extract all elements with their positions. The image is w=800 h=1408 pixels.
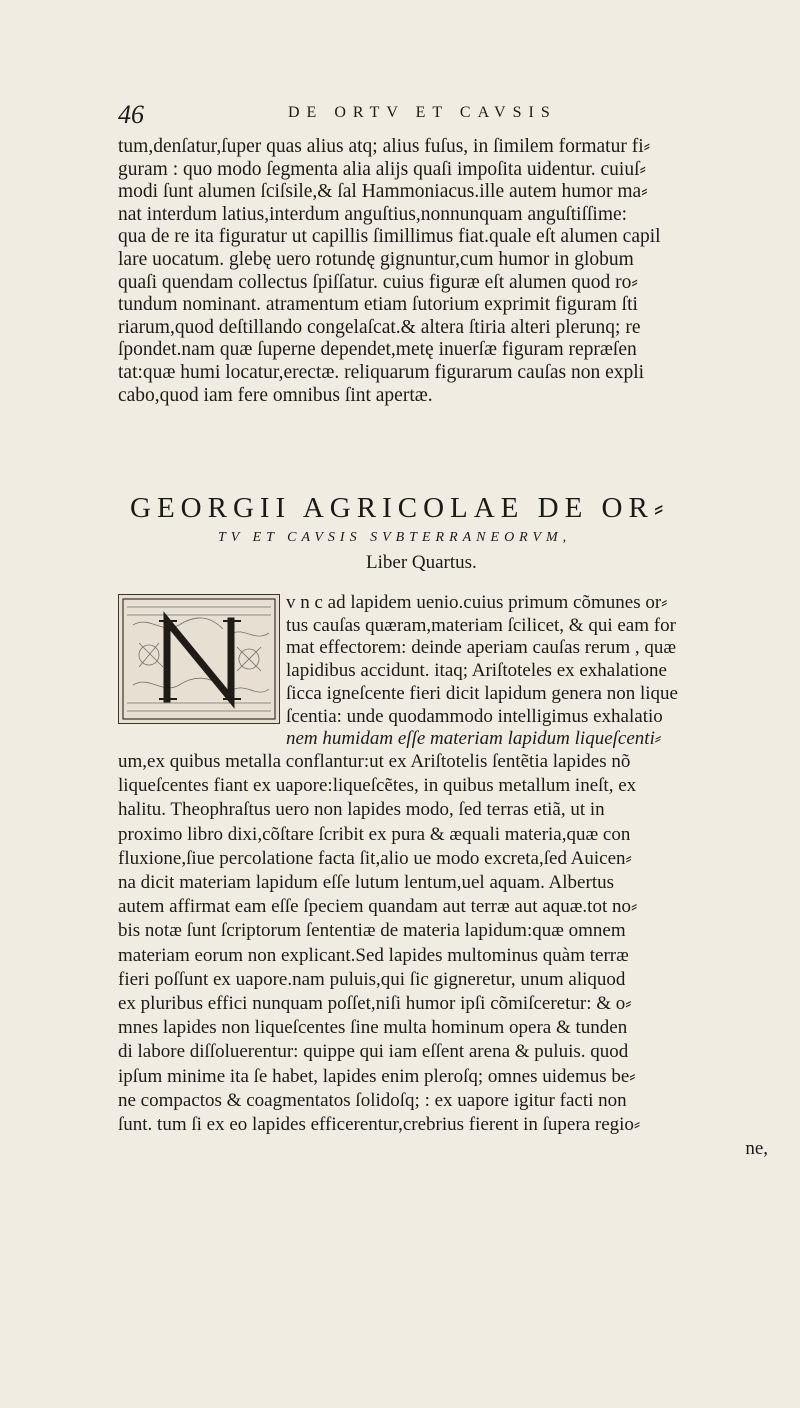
running-title: DE ORTV ET CAVSIS (288, 104, 557, 121)
text-line: materiam eorum non explicant.Sed lapides multominus quàm terræ (118, 944, 629, 966)
text-line: ipſum minime ita ſe habet, lapides enim pleroſq; omnes uidemus be⸗ (118, 1065, 636, 1087)
text-line: lare uocatum. glebę uero rotundę gignuntur,cum humor in globum (118, 248, 634, 270)
text-line: ſicca igneſcente fieri dicit lapidum genera non lique (286, 682, 678, 704)
text-line: riarum,quod deſtillando congelaſcat.& altera ſtiria alteri plerunq; re (118, 316, 641, 338)
opening-paragraph (286, 592, 776, 751)
page-number: 46 (118, 100, 144, 129)
text-line: nat interdum latius,interdum anguſtius,nonnunquam anguſtiſſime: (118, 203, 628, 225)
text-line: cabo,quod iam fere omnibus ſint apertæ. (118, 384, 433, 406)
catchword: ne, (745, 1138, 768, 1160)
book-title: GEORGII AGRICOLAE DE OR⸗ (130, 492, 670, 524)
body-paragraph (118, 750, 768, 1161)
text-line: v n c ad lapidem uenio.cuius primum cõmunes or⸗ (286, 592, 668, 613)
text-line: proximo libro dixi,cõſtare ſcribit ex pura & æquali materia,quæ con (118, 823, 631, 845)
text-line: tat:quæ humi locatur,erectæ. reliquarum figurarum cauſas non expli (118, 361, 645, 383)
text-line: quaſi quendam collectus ſpiſſatur. cuius figuræ eſt alumen quod ro⸗ (118, 271, 638, 293)
text-line: fieri poſſunt ex uapore.nam puluis,qui ſic gigneretur, unum aliquod (118, 968, 626, 990)
text-line: ne compactos & coagmentatos ſolidoſq; : ex uapore igitur facti non (118, 1089, 627, 1111)
text-line: qua de re ita figuratur ut capillis ſimillimus fiat.quale eſt alumen capil (118, 226, 661, 248)
text-line: mat effectorem: deinde aperiam cauſas rerum , quæ (286, 637, 677, 659)
text-line: bis notæ ſunt ſcriptorum ſententiæ de materia lapidum:quæ omnem (118, 920, 626, 942)
text-line: ſcentia: unde quodammodo intelligimus exhalatio (286, 705, 663, 727)
decorated-initial-icon (118, 594, 280, 724)
text-line: autem affirmat eam eſſe ſpeciem quandam aut terræ aut aquæ.tot no⸗ (118, 896, 638, 918)
book-subtitle: TV ET CAVSIS SVBTERRANEORVM, (218, 530, 572, 545)
text-line: mnes lapides non liqueſcentes ſine multa hominum opera & tunden (118, 1017, 628, 1039)
text-line: guram : quo modo ſegmenta alia alijs quaſi impoſita uidentur. cuiuſ⸗ (118, 158, 647, 180)
text-line: ſpondet.nam quæ ſuperne dependet,metę inuerſæ figuram repræſen (118, 339, 637, 361)
text-line: ſunt. tum ſi ex eo lapides efficerentur,crebrius fierent in ſupera regio⸗ (118, 1114, 641, 1136)
text-line: tum,denſatur,ſuper quas alius atq; alius fuſus, in ſimilem formatur fi⸗ (118, 136, 651, 157)
text-line: fluxione,ſiue percolatione facta ſit,alio ue modo excreta,ſed Auicen⸗ (118, 847, 632, 869)
text-line: um,ex quibus metalla conflantur:ut ex Ariſtotelis ſentẽtia lapides nõ (118, 751, 631, 772)
text-line: modi ſunt alumen ſciſsile,& ſal Hammoniacus.ille autem humor ma⸗ (118, 181, 648, 203)
text-line: di labore diſſoluerentur: quippe qui iam eſſent arena & puluis. quod (118, 1041, 629, 1063)
top-paragraph (118, 136, 768, 407)
text-line: lapidibus accidunt. itaq; Ariſtoteles ex exhalatione (286, 660, 667, 682)
text-line: halitu. Theophraſtus uero non lapides modo, ſed terras etiã, ut in (118, 799, 605, 821)
text-line: na dicit materiam lapidum eſſe lutum lentum,uel aquam. Albertus (118, 872, 614, 894)
book-label: Liber Quartus. (366, 552, 477, 573)
text-line: tundum nominant. atramentum etiam ſutorium exprimit figuram ſti (118, 294, 638, 316)
text-line: tus cauſas quæram,materiam ſcilicet, & qui eam for (286, 614, 676, 636)
text-line: liqueſcentes fiant ex uapore:liqueſcẽtes, in quibus metallum ineſt, ex (118, 775, 637, 797)
text-line: ex pluribus effici nunquam poſſet,niſi humor ipſi cõmiſceretur: & o⸗ (118, 993, 632, 1015)
text-line: nem humidam eſſe materiam lapidum liqueſcenti⸗ (286, 728, 662, 750)
running-head (118, 100, 758, 128)
